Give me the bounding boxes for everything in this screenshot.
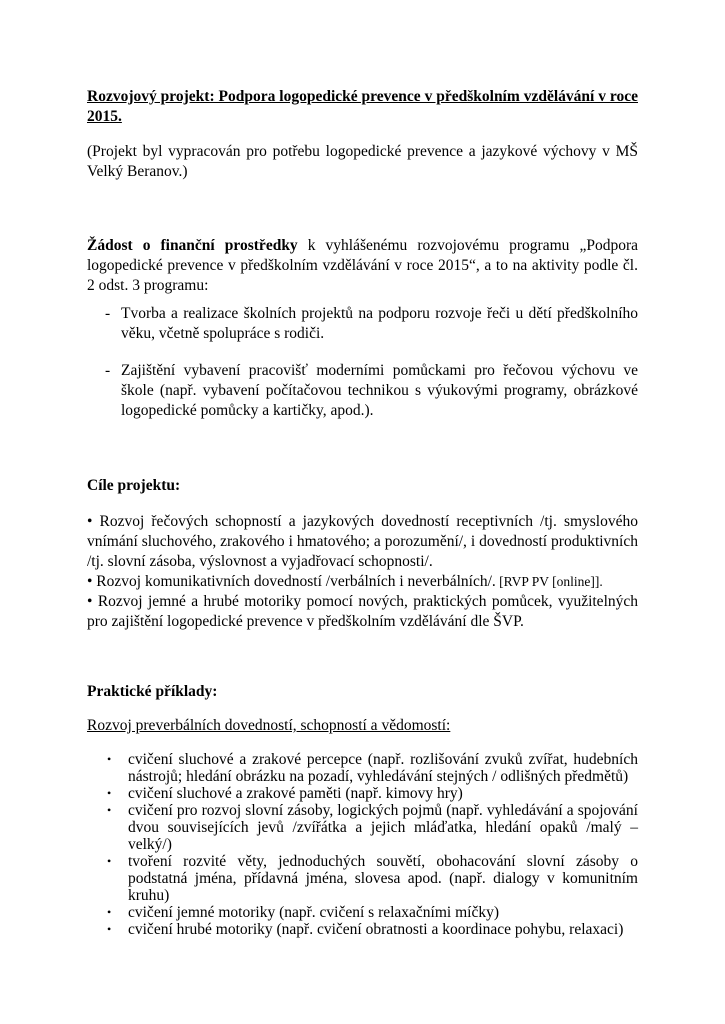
list-item	[87, 802, 638, 853]
example-text: cvičení pro rozvoj slovní zásoby, logických pojmů (např. vyhledávání a spojování dvou souvisejících jevů /zvířátka a jejich mláďatka, hledání opaků /malý – velký/)	[128, 802, 638, 853]
bullet-marker: •	[107, 752, 112, 766]
goal-item	[87, 572, 638, 592]
list-item	[87, 361, 638, 421]
example-text: cvičení jemné motoriky (např. cvičení s relaxačními míčky)	[128, 904, 500, 921]
bullet-marker: •	[107, 854, 112, 868]
goals-section	[87, 512, 638, 632]
examples-subheading: Rozvoj preverbálních dovedností, schopností a vědomostí:	[87, 717, 451, 734]
bullet-marker: •	[107, 922, 112, 936]
goal-item: • Rozvoj řečových schopností a jazykových dovedností receptivních /tj. smyslového vnímání sluchového, zrakového i hmatového; a porozumění/, i dovedností produktivních /tj. slovní zásoba, výslovnost a vyjadřovací schopnosti/.	[87, 513, 638, 570]
bullet-marker: •	[107, 786, 112, 800]
document-title: Rozvojový projekt: Podpora logopedické prevence v předškolním vzdělávání v roce 2015.	[87, 88, 638, 125]
activity-text: Zajištění vybavení pracovišť moderními pomůckami pro řečovou výchovu ve škole (např. vybavení počítačovou technikou s výukovými programy, obrázkové logopedické pomůcky a kartičky, apod.).	[121, 362, 638, 419]
activity-text: Tvorba a realizace školních projektů na podporu rozvoje řeči u dětí předškolního věku, včetně spolupráce s rodiči.	[121, 305, 638, 342]
example-text: tvoření rozvité věty, jednoduchých souvětí, obohacování slovní zásoby o podstatná jména, přídavná jména, slovesa apod. (např. dialogy v komunitním kruhu)	[128, 853, 638, 904]
list-item	[87, 785, 638, 802]
examples-heading: Praktické příklady:	[87, 683, 218, 700]
bullet-marker: •	[107, 803, 112, 817]
goal-text: • Rozvoj komunikativních dovedností /verbálních i neverbálních/.	[87, 573, 496, 590]
example-text: cvičení sluchové a zrakové percepce (např. rozlišování zvuků zvířat, hudebních nástrojů; hledání obrázku na pozadí, vyhledávání stejných / odlišných předmětů)	[128, 751, 638, 785]
activities-list	[87, 304, 638, 438]
list-item	[87, 904, 638, 921]
list-item	[87, 853, 638, 904]
dash-marker: -	[105, 305, 111, 322]
example-text: cvičení sluchové a zrakové paměti (např. kimovy hry)	[128, 785, 463, 802]
examples-list	[87, 751, 638, 938]
list-item	[87, 921, 638, 938]
request-text: k vyhlášenému rozvojovému programu „Podpora logopedické prevence v předškolním vzdělávání v roce 2015“, a to na aktivity podle čl. 2 odst. 3 programu:	[87, 237, 638, 294]
goal-citation: [RVP PV [online]].	[495, 574, 603, 589]
example-text: cvičení hrubé motoriky (např. cvičení obratnosti a koordinace pohybu, relaxaci)	[128, 921, 624, 938]
list-item	[87, 304, 638, 344]
request-paragraph	[87, 236, 638, 296]
list-item	[87, 751, 638, 785]
goals-heading: Cíle projektu:	[87, 477, 181, 494]
intro-paragraph: (Projekt byl vypracován pro potřebu logopedické prevence a jazykové výchovy v MŠ Velký Beranov.)	[87, 143, 638, 180]
dash-marker: -	[105, 362, 111, 379]
goal-item: • Rozvoj jemné a hrubé motoriky pomocí nových, praktických pomůcek, využitelných pro zajištění logopedické prevence v předškolním vzdělávání dle ŠVP.	[87, 593, 638, 630]
request-bold-lead: Žádost o finanční prostředky	[87, 237, 298, 254]
bullet-marker: •	[107, 905, 112, 919]
